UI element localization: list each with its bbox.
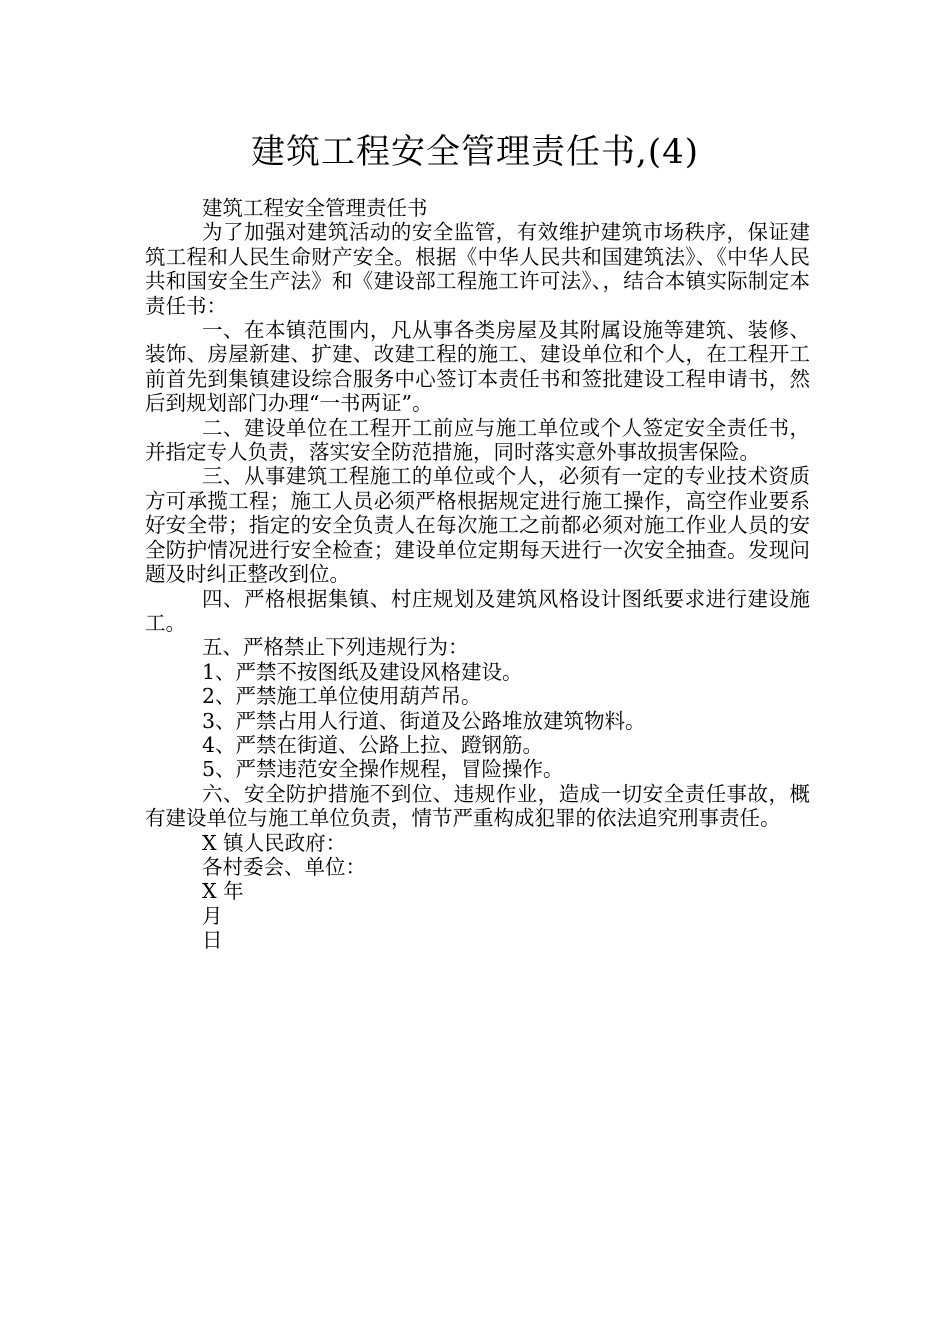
intro-paragraph: 为了加强对建筑活动的安全监管，有效维护建筑市场秩序，保证建筑工程和人民生命财产安全。根据《中华人民共和国建筑法》、《中华人民共和国安全生产法》和《建设部工程施工许可法》、，结合本镇实际制定本责任书： [145,220,810,318]
signatory-committees: 各村委会、单位： [202,854,366,879]
date-year: X 年 [202,879,244,904]
clause-4-paragraph: 四、严格根据集镇、村庄规划及建筑风格设计图纸要求进行建设施工。 [145,586,810,635]
date-month: 月 [202,903,223,928]
date-day: 日 [202,928,223,953]
document-body [145,196,810,953]
clause-2-paragraph: 二、建设单位在工程开工前应与施工单位或个人签定安全责任书，并指定专人负责，落实安全防范措施，同时落实意外事故损害保险。 [145,415,810,465]
subtitle-paragraph: 建筑工程安全管理责任书 [202,196,428,220]
signatory-government: X 镇人民政府： [202,830,347,855]
document-title: 建筑工程安全管理责任书,(4) [251,132,699,172]
clause-5-paragraph: 五、严格禁止下列违规行为： [202,635,469,660]
prohibition-item-3: 3、严禁占用人行道、街道及公路堆放建筑物料。 [202,708,646,733]
prohibition-item-1: 1、严禁不按图纸及建设风格建设。 [202,659,523,684]
clause-1-paragraph: 一、在本镇范围内，凡从事各类房屋及其附属设施等建筑、装修、装饰、房屋新建、扩建、改建工程的施工、建设单位和个人，在工程开工前首先到集镇建设综合服务中心签订本责任书和签批建设工程申请书，然后到规划部门办理“一书两证”。 [145,318,810,416]
clause-3-paragraph: 三、从事建筑工程施工的单位或个人，必须有一定的专业技术资质方可承揽工程；施工人员必须严格根据规定进行施工操作，高空作业要系好安全带；指定的安全负责人在每次施工之前都必须对施工作业人员的安全防护情况进行安全检查；建设单位定期每天进行一次安全抽查。发现问题及时纠正整改到位。 [145,464,810,587]
clause-6-paragraph: 六、安全防护措施不到位、违规作业，造成一切安全责任事故，概有建设单位与施工单位负责，情节严重构成犯罪的依法追究刑事责任。 [145,781,810,831]
prohibition-item-4: 4、严禁在街道、公路上拉、蹬钢筋。 [202,732,544,757]
prohibition-item-2: 2、严禁施工单位使用葫芦吊。 [202,684,482,709]
prohibition-item-5: 5、严禁违范安全操作规程，冒险操作。 [202,757,564,782]
